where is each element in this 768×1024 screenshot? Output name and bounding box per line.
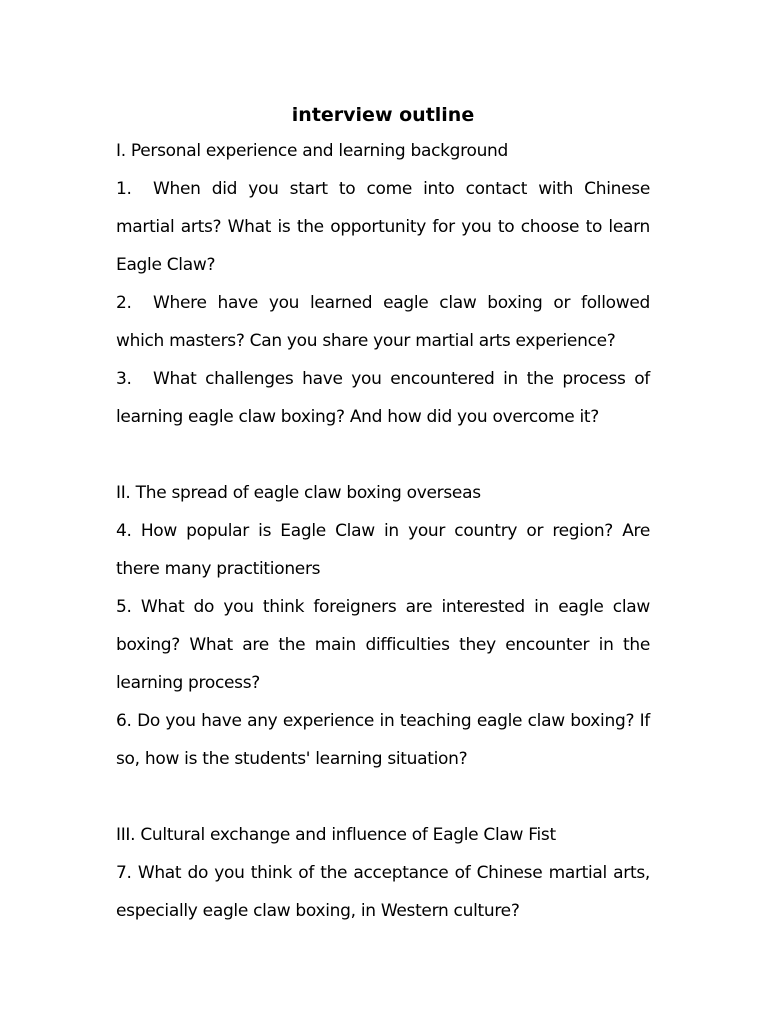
question-4: [116, 512, 650, 588]
question-number: 3.: [116, 369, 132, 389]
question-text: What challenges have you encountered in the process of learning eagle claw boxing? And how did you overcome it?: [116, 369, 650, 427]
question-number: 4.: [116, 521, 132, 541]
paragraph-spacer: [116, 436, 650, 474]
question-text: When did you start to come into contact with Chinese martial arts? What is the opportunity for you to choose to learn Eagle Claw?: [116, 179, 650, 275]
question-number: 2.: [116, 293, 132, 313]
question-text: How popular is Eagle Claw in your country or region? Are there many practitioners: [116, 521, 650, 579]
section-heading-2: II. The spread of eagle claw boxing overseas: [116, 483, 481, 503]
paragraph-spacer: [116, 778, 650, 816]
question-text: Do you have any experience in teaching eagle claw boxing? If so, how is the students' learning situation?: [116, 711, 650, 769]
question-text: What do you think of the acceptance of Chinese martial arts, especially eagle claw boxing, in Western culture?: [116, 863, 650, 921]
question-text: What do you think foreigners are interested in eagle claw boxing? What are the main difficulties they encounter in the learning process?: [116, 597, 650, 693]
question-5: [116, 588, 650, 702]
page-title: interview outline: [291, 104, 475, 126]
question-2: [116, 284, 650, 360]
section-heading-3: III. Cultural exchange and influence of Eagle Claw Fist: [116, 825, 556, 845]
document-body: [116, 98, 650, 930]
question-number: 7.: [116, 863, 132, 883]
question-7: [116, 854, 650, 930]
question-number: 6.: [116, 711, 132, 731]
question-1: [116, 170, 650, 284]
question-3: [116, 360, 650, 436]
question-6: [116, 702, 650, 778]
section-heading-1: I. Personal experience and learning background: [116, 141, 509, 161]
question-number: 5.: [116, 597, 132, 617]
question-number: 1.: [116, 179, 132, 199]
question-text: Where have you learned eagle claw boxing or followed which masters? Can you share your martial arts experience?: [116, 293, 650, 351]
